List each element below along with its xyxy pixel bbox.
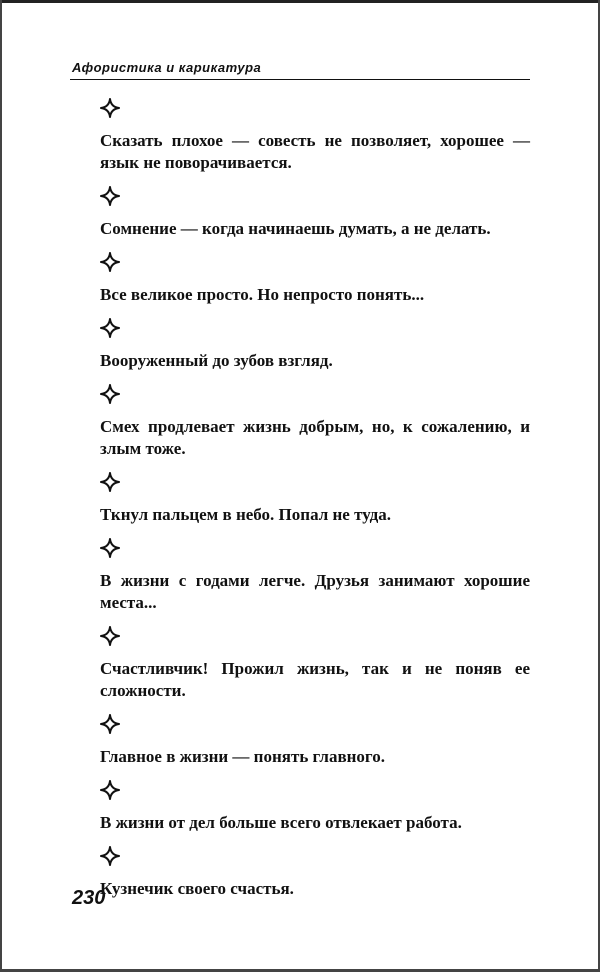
running-head: Афористика и карикатура	[72, 60, 262, 75]
aphorism-text: Ткнул пальцем в небо. Попал не туда.	[100, 505, 392, 524]
star-separator	[100, 96, 530, 130]
aphorism-entry	[100, 536, 530, 614]
four-point-star-icon	[100, 538, 120, 558]
aphorism-list	[100, 96, 530, 910]
star-separator	[100, 184, 530, 218]
aphorism-text: Кузнечик своего счастья.	[100, 879, 294, 898]
four-point-star-icon	[100, 846, 120, 866]
star-separator	[100, 250, 530, 284]
page-number: 230	[72, 887, 106, 909]
four-point-star-icon	[100, 714, 120, 734]
aphorism-text: Сомнение — когда начинаешь думать, а не делать.	[100, 219, 491, 238]
aphorism-entry	[100, 96, 530, 174]
aphorism-text: Счастливчик! Прожил жизнь, так и не поняв ее сложности.	[100, 659, 530, 700]
four-point-star-icon	[100, 384, 120, 404]
four-point-star-icon	[100, 186, 120, 206]
star-separator	[100, 316, 530, 350]
four-point-star-icon	[100, 472, 120, 492]
four-point-star-icon	[100, 780, 120, 800]
four-point-star-icon	[100, 626, 120, 646]
four-point-star-icon	[100, 98, 120, 118]
star-separator	[100, 470, 530, 504]
aphorism-entry	[100, 470, 530, 526]
star-separator	[100, 382, 530, 416]
aphorism-entry	[100, 844, 530, 900]
aphorism-text: Смех продлевает жизнь добрым, но, к сожалению, и злым тоже.	[100, 417, 530, 458]
page-border-left	[0, 0, 2, 972]
aphorism-entry	[100, 184, 530, 240]
aphorism-text: Сказать плохое — совесть не позволяет, хорошее — язык не поворачивается.	[100, 131, 530, 172]
aphorism-entry	[100, 316, 530, 372]
aphorism-text: Главное в жизни — понять главного.	[100, 747, 385, 766]
aphorism-text: В жизни с годами легче. Друзья занимают хорошие места...	[100, 571, 530, 612]
page-border-top	[0, 0, 600, 3]
star-separator	[100, 778, 530, 812]
star-separator	[100, 712, 530, 746]
aphorism-text: Вооруженный до зубов взгляд.	[100, 351, 333, 370]
star-separator	[100, 844, 530, 878]
four-point-star-icon	[100, 252, 120, 272]
aphorism-entry	[100, 712, 530, 768]
aphorism-entry	[100, 382, 530, 460]
star-separator	[100, 624, 530, 658]
aphorism-entry	[100, 624, 530, 702]
star-separator	[100, 536, 530, 570]
aphorism-entry	[100, 250, 530, 306]
aphorism-text: Все великое просто. Но непросто понять...	[100, 285, 425, 304]
aphorism-entry	[100, 778, 530, 834]
header-rule	[70, 79, 530, 80]
four-point-star-icon	[100, 318, 120, 338]
aphorism-text: В жизни от дел больше всего отвлекает работа.	[100, 813, 462, 832]
